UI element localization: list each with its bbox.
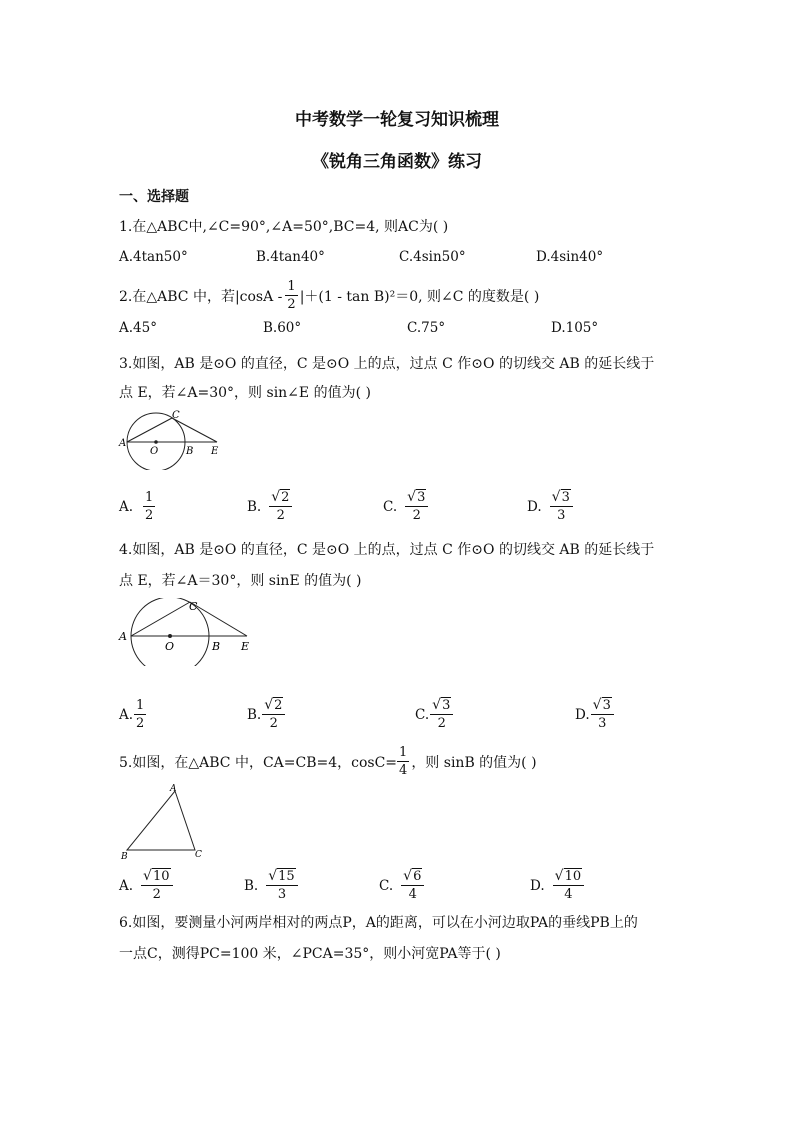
q2-text-post: |＋(1 - tan B)²＝0, 则∠C 的度数是( ) (299, 288, 540, 305)
q5-fraction (397, 745, 409, 778)
q3-option-d-frac (550, 490, 573, 523)
q4-option-c-radical: √ (432, 697, 442, 713)
q3-option-c-den: 2 (412, 508, 421, 523)
q5-option-c-den: 4 (408, 887, 417, 902)
q5-option-b[interactable] (244, 869, 298, 902)
q5-label-b: B (121, 852, 128, 862)
q5-option-b-num: 15 (278, 869, 295, 884)
q4-option-d-frac (591, 698, 614, 731)
q5-triangle (127, 791, 195, 850)
q3-figure (118, 410, 228, 470)
q1-option-a[interactable]: A.4tan50° (119, 249, 188, 265)
q5-option-a-radical: √ (143, 868, 152, 884)
q4-option-d-letter: D. (575, 706, 590, 723)
q5-option-a[interactable] (119, 869, 173, 902)
q5-option-d-letter: D. (530, 877, 545, 894)
question-6-line2: 一点C，测得PC=100 米，∠PCA=35°，则小河宽PA等于( ) (119, 946, 501, 962)
q4-option-b-frac (262, 698, 285, 731)
q4-line-ce (190, 602, 247, 636)
q5-text-pre: 5.如图，在△ABC 中，CA=CB=4，cosC= (119, 754, 398, 771)
q5-option-c-radical: √ (403, 868, 413, 884)
q3-option-a[interactable] (119, 490, 155, 523)
q5-text-post: ，则 sinB 的值为( ) (411, 754, 537, 771)
q1-option-d[interactable]: D.4sin40° (536, 249, 604, 265)
q4-option-c-letter: C. (415, 706, 430, 723)
page-subtitle: 《锐角三角函数》练习 (312, 152, 482, 172)
q5-option-c-frac (401, 869, 424, 902)
q3-label-e: E (211, 446, 219, 457)
q3-option-c-letter: C. (383, 498, 398, 515)
q4-option-b-radical: √ (264, 697, 274, 713)
q5-option-d-den: 4 (564, 887, 573, 902)
q3-option-d-den: 3 (557, 508, 566, 523)
q5-option-a-letter: A. (119, 877, 134, 894)
q3-option-a-letter: A. (119, 498, 134, 515)
q3-option-b-den: 2 (276, 508, 285, 523)
q3-label-a: A (119, 438, 127, 449)
q5-option-b-radical: √ (268, 868, 278, 884)
q4-label-a: A (119, 630, 127, 643)
q2-fraction (285, 279, 297, 312)
q4-option-d-radical: √ (592, 697, 602, 713)
q4-option-c[interactable] (415, 698, 453, 731)
q5-option-b-frac (266, 869, 297, 902)
q1-option-b[interactable]: B.4tan40° (256, 249, 325, 265)
question-3-line1: 3.如图，AB 是⊙O 的直径，C 是⊙O 上的点，过点 C 作⊙O 的切线交 AB 的延长线于 (119, 356, 655, 372)
q3-center-dot (154, 440, 158, 444)
q4-label-c: C (189, 600, 198, 613)
q3-label-c: C (172, 410, 180, 421)
question-4-line2: 点 E，若∠A＝30°，则 sinE 的值为( ) (119, 573, 362, 589)
q5-label-c: C (195, 850, 202, 860)
q4-option-b[interactable] (247, 698, 285, 731)
q5-option-a-num: 10 (152, 869, 170, 884)
q3-label-b: B (186, 446, 194, 457)
q4-label-e: E (241, 640, 250, 653)
q4-option-a-num: 1 (136, 698, 145, 713)
q5-option-c-num: 6 (413, 869, 422, 884)
q5-frac-num: 1 (399, 745, 408, 760)
q4-option-a-letter: A. (119, 706, 134, 723)
q5-option-d-num: 10 (564, 869, 582, 884)
q4-option-b-letter: B. (247, 706, 262, 723)
q5-option-a-frac (141, 869, 172, 902)
q2-frac-den: 2 (287, 297, 296, 312)
q4-option-d-num: 3 (602, 698, 611, 713)
q4-figure (118, 598, 258, 666)
q3-option-b-frac (269, 490, 292, 523)
q4-option-a-frac (134, 698, 146, 731)
q3-option-b-num: 2 (281, 490, 290, 505)
q2-frac-num: 1 (287, 279, 296, 294)
q3-option-b-letter: B. (247, 498, 262, 515)
q4-option-b-den: 2 (269, 716, 278, 731)
q3-option-d-letter: D. (527, 498, 542, 515)
q3-option-b-radical: √ (271, 489, 281, 505)
q4-option-c-den: 2 (437, 716, 446, 731)
q5-frac-den: 4 (399, 763, 408, 778)
question-2-text (119, 279, 539, 312)
question-5-text (119, 745, 537, 778)
q3-option-c-frac (405, 490, 428, 523)
q3-option-d[interactable] (527, 490, 573, 523)
q5-option-b-letter: B. (244, 877, 259, 894)
q2-option-b[interactable]: B.60° (263, 320, 302, 336)
q3-option-b[interactable] (247, 490, 292, 523)
question-6-line1: 6.如图，要测量小河两岸相对的两点P，A的距离，可以在小河边取PA的垂线PB上的 (119, 915, 638, 931)
q4-option-d[interactable] (575, 698, 614, 731)
q3-label-o: O (150, 446, 159, 457)
q3-option-c[interactable] (383, 490, 428, 523)
question-4-line1: 4.如图，AB 是⊙O 的直径，C 是⊙O 上的点，过点 C 作⊙O 的切线交 AB 的延长线于 (119, 542, 655, 558)
q4-center-dot (168, 634, 172, 638)
q3-option-d-num: 3 (561, 490, 570, 505)
page-title: 中考数学一轮复习知识梳理 (295, 110, 499, 130)
question-3-line2: 点 E，若∠A=30°，则 sin∠E 的值为( ) (119, 385, 371, 401)
q3-option-c-radical: √ (407, 489, 417, 505)
q1-option-c[interactable]: C.4sin50° (399, 249, 466, 265)
q2-option-c[interactable]: C.75° (407, 320, 446, 336)
q3-line-ac (127, 418, 172, 442)
q5-option-d-frac (553, 869, 584, 902)
q4-label-o: O (165, 640, 175, 653)
q4-option-b-num: 2 (274, 698, 283, 713)
q3-line-ce (172, 418, 217, 442)
q3-option-a-frac (143, 490, 155, 523)
q4-option-c-num: 3 (442, 698, 451, 713)
q3-option-d-radical: √ (551, 489, 561, 505)
q2-option-d[interactable]: D.105° (551, 320, 599, 336)
q5-option-c-letter: C. (379, 877, 394, 894)
question-1-text: 1.在△ABC中,∠C=90°,∠A=50°,BC=4, 则AC为( ) (119, 219, 449, 235)
q3-option-a-num: 1 (145, 490, 154, 505)
q4-option-d-den: 3 (598, 716, 607, 731)
q4-option-a-den: 2 (136, 716, 145, 731)
q5-option-b-den: 3 (277, 887, 287, 902)
q5-option-d-radical: √ (554, 868, 564, 884)
q5-label-a: A (170, 784, 177, 794)
q3-option-a-den: 2 (145, 508, 154, 523)
q4-option-c-frac (430, 698, 453, 731)
q5-option-a-den: 2 (152, 887, 161, 902)
q3-option-c-num: 3 (417, 490, 426, 505)
q4-label-b: B (212, 640, 221, 653)
q2-text-pre: 2.在△ABC 中，若|cosA - (119, 288, 283, 305)
q2-option-a[interactable]: A.45° (119, 320, 157, 336)
q4-line-ac (131, 602, 190, 636)
q5-option-d[interactable] (530, 869, 584, 902)
section-heading: 一、选择题 (119, 189, 189, 205)
q4-option-a[interactable] (119, 698, 146, 731)
q5-figure (118, 784, 208, 864)
q5-option-c[interactable] (379, 869, 424, 902)
